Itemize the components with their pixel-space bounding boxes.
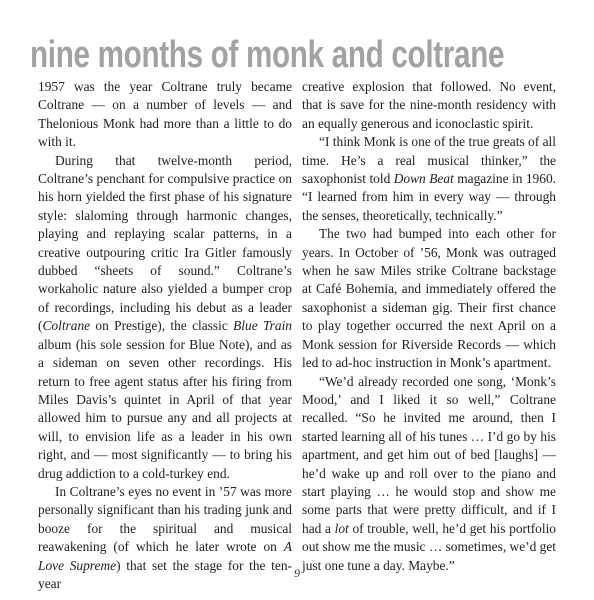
text-run: ) that set the stage for the ten-year <box>38 557 292 591</box>
right-text-column <box>302 78 556 575</box>
album-title: A Love Supreme <box>38 539 292 573</box>
paragraph <box>38 152 292 483</box>
text-run: “We’d already recorded one song, ‘Monk’s Mood,’ and I liked it so well,” Coltrane recalled. “So he invited me around, then I started learning all of his tunes … I’d go by his apartment, and get him out of bed [laughs] — he’d wake up and roll over to the piano and start playing … he would stop and show me some parts that were pretty difficult, and if I had a <box>302 373 556 536</box>
text-run: magazine in 1960. “I learned from him in every way — through the senses, theoretically, technically.” <box>302 171 556 223</box>
paragraph <box>302 373 556 575</box>
magazine-title: Down Beat <box>393 171 454 187</box>
text-run: of trouble, well, he’d get his portfolio out show me the music … sometimes, we’d get just one tune a day. Maybe.” <box>302 520 557 573</box>
text-run: “I think Monk is one of the true greats of all time. He’s a real musical thinker,” the saxophonist told <box>302 134 556 187</box>
album-title: Coltrane <box>42 318 91 334</box>
paragraph: creative explosion that followed. No event, that is save for the nine-month residency with an equally generous and iconoclastic spirit. <box>302 79 556 131</box>
page-number: 9 <box>294 566 300 580</box>
text-run: In Coltrane’s eyes no event in ’57 was more personally significant than his trading junk and booze for the spiritual and musical reawakening (of which he later wrote on <box>38 483 292 555</box>
emphasis: lot <box>334 520 349 536</box>
text-run: album (his sole session for Blue Note), and as a sideman on seven other recordings. His return to free agent status after his firing from Miles Davis’s quintet in April of that year allowed him to pursue any and all projects at will, to envision life as a leader in his own right, and — most significantly — to bring his drug addiction to a cold-turkey end. <box>38 336 292 481</box>
paragraph: The two had bumped into each other for years. In October of ’56, Monk was outraged when he saw Miles strike Coltrane backstage at Café Bohemia, and immediately offered the saxophonist a sideman gig. Their first chance to play together occurred the next April on a Monk session for Riverside Records — which led to ad-hoc instruction in Monk’s apartment. <box>302 226 556 371</box>
paragraph: 1957 was the year Coltrane truly became Coltrane — on a number of levels — and Thelonious Monk had more than a little to do with it. <box>38 79 292 150</box>
left-text-column <box>38 78 292 593</box>
text-run: During that twelve-month period, Coltrane’s penchant for compulsive practice on his horn yielded the first phase of his signature style: slaloming through harmonic changes, playing and replaying scalar patterns, in a creative outpouring critic Ira Gitler famously dubbed “sheets of sound.” Coltrane’s workaholic nature also yielded a bumper crop of recordings, including his debut as a leader ( <box>38 152 292 334</box>
paragraph <box>302 133 556 225</box>
album-title: Blue Train <box>233 318 292 334</box>
text-run: on Prestige), the classic <box>90 318 234 334</box>
page-heading: nine months of monk and coltrane <box>30 34 505 76</box>
